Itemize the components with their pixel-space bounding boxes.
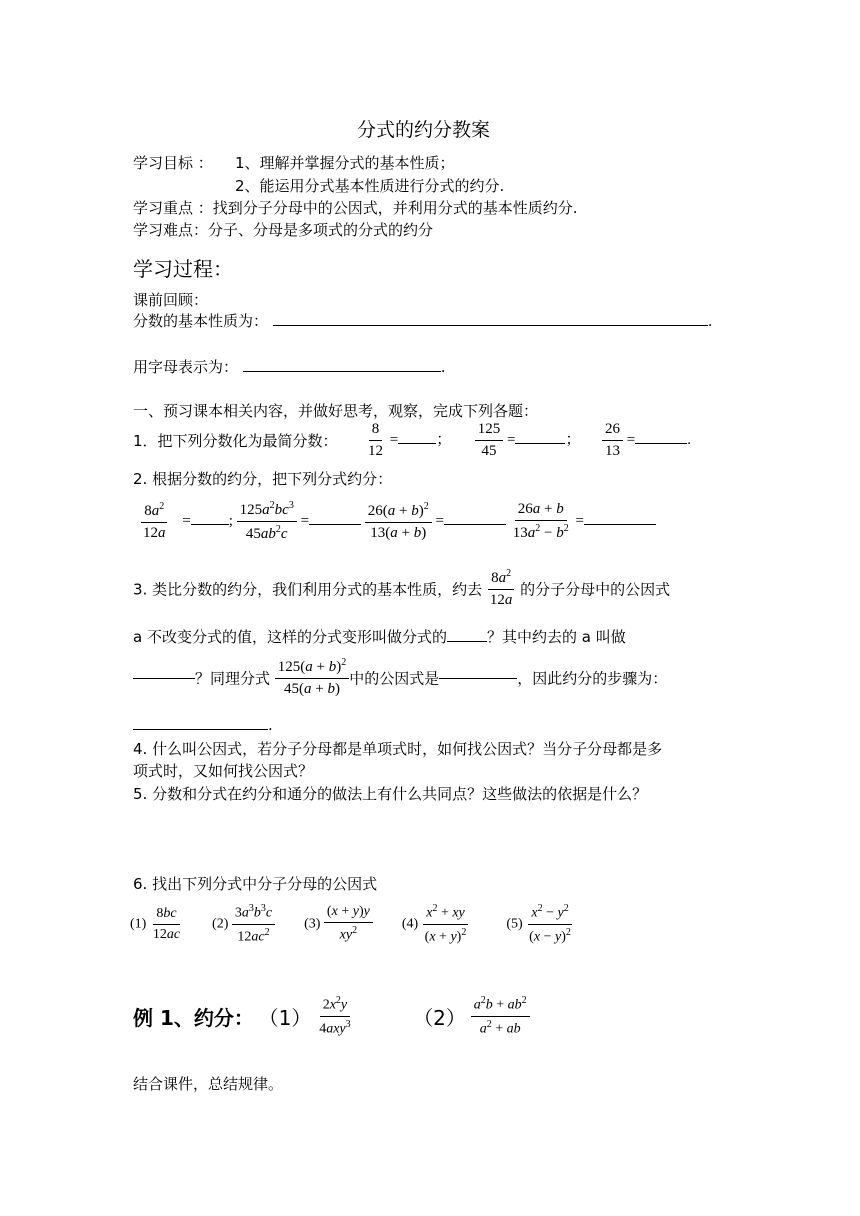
fraction: $\frac{8}{12}$ <box>368 421 383 460</box>
answer-blank <box>133 728 268 730</box>
fraction: $\frac{125a^2bc^3}{45ab^2c}$ <box>237 500 297 544</box>
fraction: $\frac{a^2b + ab^2}{a^2 + ab}$ <box>471 995 530 1038</box>
answer-blank <box>439 677 517 679</box>
fraction: $\frac{8bc}{12ac}$ <box>152 905 181 942</box>
fraction: $\frac{8a^2}{12a}$ <box>143 501 166 542</box>
process-heading: 学习过程： <box>133 257 233 281</box>
answer-blank <box>191 523 229 525</box>
q3-line-2: a 不改变分式的值，这样的分式变形叫做分式的 ？其中约去的 a 叫做 <box>133 628 626 646</box>
review-label: 课前回顾： <box>133 291 209 309</box>
fraction: $\frac{26}{13}$ <box>602 421 623 461</box>
letters-line <box>133 356 446 377</box>
period: . <box>707 312 713 330</box>
page-title: 分式的约分教案 <box>357 119 491 141</box>
letters-label: 用字母表示为： <box>133 358 239 376</box>
q5-text: 5. 分数和分式在约分和通分的做法上有什么共同点？这些做法的依据是什么？ <box>133 785 648 803</box>
fraction: $\frac{26(a + b)^2}{13(a + b)}$ <box>365 501 432 543</box>
q1-text: 1．把下列分数化为最简分数： <box>133 432 338 450</box>
fraction: $\frac{x^2 - y^2}{(x - y)^2}$ <box>529 903 571 945</box>
q3-line-4: . <box>133 716 273 734</box>
summary-text: 结合课件，总结规律。 <box>133 1075 284 1093</box>
q2-fractions: $\frac{8a^2}{12a}$ = ; $\frac{125a^2bc^3}{45ab^2c}$ = $\frac{26(a + b)^2}{13(a + b)}$ = $\frac{26a + b}{13a^2 - b^2}$ = <box>140 500 656 544</box>
fraction: $\frac{x^2 + xy}{(x + y)^2}$ <box>424 903 467 945</box>
answer-blank <box>243 370 441 372</box>
answer-blank <box>444 523 506 525</box>
answer-blank <box>273 324 708 326</box>
answer-blank <box>447 640 487 642</box>
q6-fractions: (1) $\frac{8bc}{12ac}$ (2) $\frac{3a^3b^3c}{12ac^2}$ (3) $\frac{(x + y)y}{xy^2}$ (4) $\frac{x^2 + xy}{(x + y)^2}$ (5) $\frac{x^2 - y^2}{(x - y)^2}$ <box>130 903 574 946</box>
section-1-heading: 一、预习课本相关内容，并做好思考，观察，完成下列各题： <box>133 402 539 420</box>
q6-text: 6. 找出下列分式中分子分母的公因式 <box>133 875 378 893</box>
answer-blank <box>309 523 361 525</box>
fraction: $\frac{3a^3b^3c}{12ac^2}$ <box>232 903 275 946</box>
answer-blank <box>133 677 195 679</box>
property-label: 分数的基本性质为： <box>133 312 269 330</box>
difficulty-text: 学习难点：分子、分母是多项式的分式的约分 <box>133 221 434 239</box>
fraction: $\frac{8a^2}{12a}$ <box>489 568 513 609</box>
fraction: $\frac{125(a + b)^2}{45(a + b)}$ <box>275 657 349 699</box>
example-line: 例 1、约分： （1） $\frac{2x^2y}{4axy^3}$ （2） $\frac{a^2b + ab^2}{a^2 + ab}$ <box>133 995 530 1038</box>
focus-text: 学习重点 ：找到分子分母中的公因式，并利用分式的基本性质约分. <box>133 199 578 217</box>
goals-label: 学习目标 ： <box>133 154 213 172</box>
q4-line-1: 4. 什么叫公因式，若分子分母都是单项式时，如何找公因式？当分子分母都是多 <box>133 740 663 758</box>
q2-text: 2. 根据分数的约分，把下列分式约分： <box>133 470 393 488</box>
q4-line-2: 项式时，又如何找公因式？ <box>133 762 314 780</box>
answer-blank <box>398 442 436 444</box>
q1-fractions: $\frac{8}{12}$ = ； $\frac{125}{45}$ = ； $\frac{26}{13}$ = . <box>365 421 691 461</box>
answer-blank <box>515 442 565 444</box>
q3-line-3: ？同理分式 $\frac{125(a + b)^2}{45(a + b)}$ 中的公因式是 ，因此约分的步骤为： <box>133 657 667 699</box>
q3-line-1: 3. 类比分数的约分，我们利用分式的基本性质，约去 $\frac{8a^2}{12a}$ 的分子分母中的公因式 <box>133 568 671 609</box>
fraction: $\frac{(x + y)y}{xy^2}$ <box>324 904 373 944</box>
fraction: $\frac{26a + b}{13a^2 - b^2}$ <box>512 501 569 542</box>
fraction: $\frac{125}{45}$ <box>475 421 504 461</box>
goal-item-2: 2、能运用分式基本性质进行分式的约分. <box>235 177 505 195</box>
goal-item-1: 1、理解并掌握分式的基本性质； <box>235 154 455 172</box>
answer-blank <box>584 523 656 525</box>
period: . <box>440 358 446 376</box>
property-line <box>133 310 713 331</box>
fraction: $\frac{2x^2y}{4axy^3}$ <box>319 995 351 1037</box>
answer-blank <box>635 442 687 444</box>
